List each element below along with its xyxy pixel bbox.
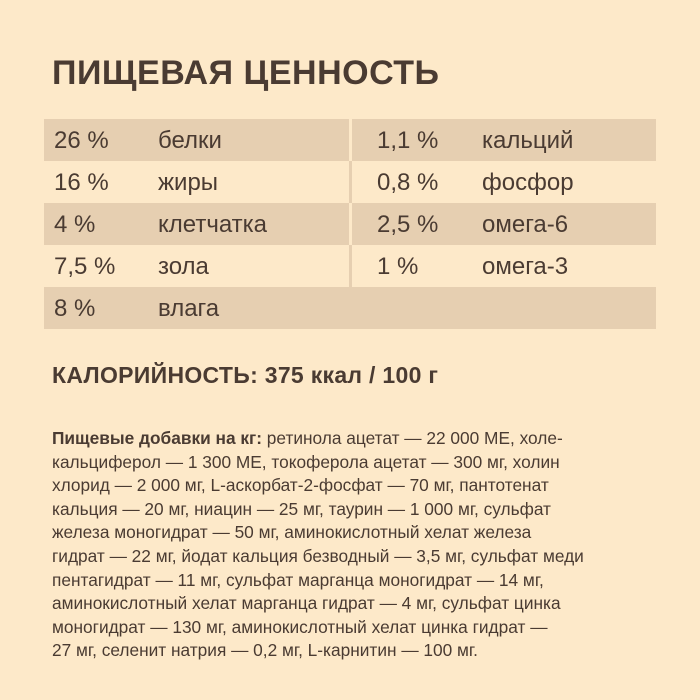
nutrient-percent: 4 %: [54, 211, 96, 238]
nutrient-name: жиры: [158, 169, 219, 196]
additives-text: кальция — 20 мг, ниацин — 25 мг, таурин — 1 000 мг, сульфат: [52, 498, 551, 519]
nutrient-name: кальций: [482, 127, 574, 154]
nutrient-name: зола: [158, 253, 209, 280]
additives-text: ретинола ацетат — 22 000 МЕ, холе-: [262, 428, 563, 448]
calories-line: [52, 362, 438, 389]
calories-label: КАЛОРИЙНОСТЬ:: [52, 362, 259, 388]
nutrient-percent: 7,5 %: [54, 253, 116, 280]
additives-label: Пищевые добавки на кг:: [52, 428, 262, 448]
table-row: [44, 287, 656, 329]
table-row: [44, 119, 656, 161]
nutrient-percent: 8 %: [54, 295, 96, 322]
column-divider: [349, 119, 352, 161]
additives-text: гидрат — 22 мг, йодат кальция безводный — 3,5 мг, сульфат меди: [52, 545, 584, 566]
nutrient-name: влага: [158, 295, 220, 322]
table-row: [44, 203, 656, 245]
nutrient-percent: 2,5 %: [377, 211, 439, 238]
additives-paragraph: [52, 427, 652, 663]
table-row: [44, 245, 656, 287]
page-title: ПИЩЕВАЯ ЦЕННОСТЬ: [52, 54, 440, 92]
nutrient-percent: 1 %: [377, 253, 419, 280]
column-divider: [349, 203, 352, 245]
nutrient-name: фосфор: [482, 169, 574, 196]
column-divider: [349, 161, 352, 203]
additives-text: кальциферол — 1 300 МЕ, токоферола ацетат — 300 мг, холин: [52, 451, 560, 472]
nutrient-name: омега-6: [482, 211, 569, 238]
nutrient-percent: 0,8 %: [377, 169, 439, 196]
additives-text: моногидрат — 130 мг, аминокислотный хелат цинка гидрат —: [52, 616, 548, 637]
additives-text: железа моногидрат — 50 мг, аминокислотный хелат железа: [52, 522, 532, 543]
additives-text: хлорид — 2 000 мг, L-аскорбат-2-фосфат — 70 мг, пантотенат: [52, 475, 549, 496]
nutrient-percent: 1,1 %: [377, 127, 439, 154]
table-row: [44, 161, 656, 203]
nutrient-name: белки: [158, 127, 222, 154]
nutrient-name: омега-3: [482, 253, 569, 280]
additives-text: пентагидрат — 11 мг, сульфат марганца моногидрат — 14 мг,: [52, 569, 544, 590]
nutrient-name: клетчатка: [158, 211, 268, 238]
additives-text: 27 мг, селенит натрия — 0,2 мг, L-карнитин — 100 мг.: [52, 640, 478, 661]
nutrient-percent: 16 %: [54, 169, 109, 196]
additives-text: аминокислотный хелат марганца гидрат — 4 мг, сульфат цинка: [52, 593, 561, 614]
column-divider: [349, 245, 352, 287]
calories-value: 375 ккал / 100 г: [264, 362, 439, 388]
nutrition-table: [44, 119, 656, 329]
nutrient-percent: 26 %: [54, 127, 109, 154]
